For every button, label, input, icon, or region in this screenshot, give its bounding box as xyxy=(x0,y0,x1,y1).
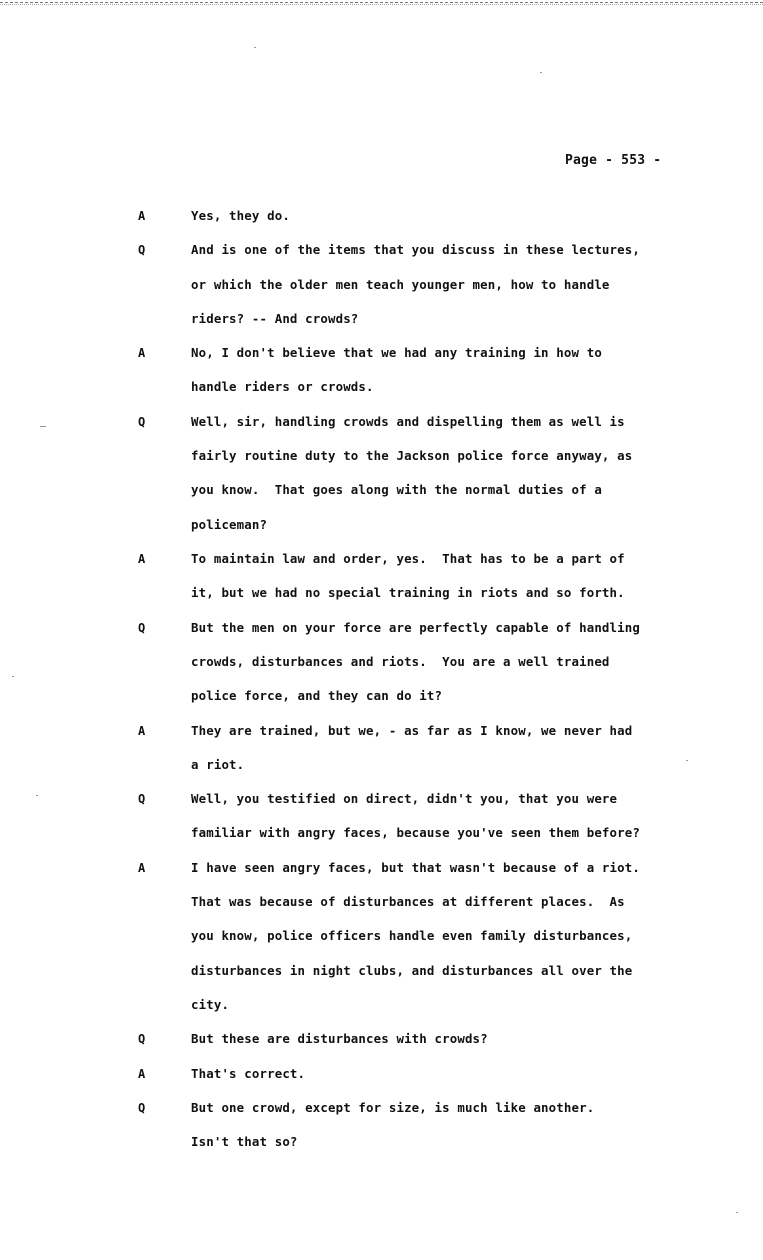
page-number-header: Page - 553 - xyxy=(565,153,662,168)
speaker-answer-marker: A xyxy=(138,209,146,223)
entry-text xyxy=(191,233,751,336)
transcript-line: crowds, disturbances and riots. You are a well trained xyxy=(191,653,610,669)
entry-text xyxy=(191,611,751,714)
transcript-line: it, but we had no special training in riots and so forth. xyxy=(191,585,625,601)
entry-text xyxy=(191,782,751,851)
transcript-line: No, I don't believe that we had any training in how to xyxy=(191,345,602,361)
transcript-line: Well, you testified on direct, didn't you, that you were xyxy=(191,791,618,807)
speaker-answer-marker: A xyxy=(138,346,146,361)
speaker-question-marker: Q xyxy=(138,1100,146,1115)
transcript-line: Well, sir, handling crowds and dispelling them as well is xyxy=(191,413,625,429)
transcript-line: riders? -- And crowds? xyxy=(191,310,359,326)
transcript-line: Isn't that so? xyxy=(191,1134,298,1150)
entry-text xyxy=(191,336,751,405)
speaker-question-marker: Q xyxy=(138,792,146,807)
speaker-question-marker: Q xyxy=(138,1032,146,1047)
entry-text xyxy=(191,1057,751,1091)
speaker-question-marker: Q xyxy=(138,414,146,429)
entry-text xyxy=(191,1022,751,1056)
speaker-answer-marker: A xyxy=(138,1066,146,1081)
speaker-answer-marker: A xyxy=(138,860,146,875)
entry-text xyxy=(191,405,751,542)
transcript-line: To maintain law and order, yes. That has to be a part of xyxy=(191,551,625,566)
transcript-line: you know. That goes along with the normal duties of a xyxy=(191,482,602,498)
transcript-line: you know, police officers handle even family disturbances, xyxy=(191,928,633,944)
speaker-question-marker: Q xyxy=(138,620,146,635)
transcript-line: Yes, they do. xyxy=(191,208,290,223)
transcript-line: familiar with angry faces, because you've seen them before? xyxy=(191,825,640,841)
transcript-line: But one crowd, except for size, is much like another. xyxy=(191,1099,595,1115)
transcript-line: policeman? xyxy=(191,516,268,532)
entry-text xyxy=(191,714,751,783)
entry-text xyxy=(191,199,751,233)
transcript-line: They are trained, but we, - as far as I know, we never had xyxy=(191,722,633,738)
transcript-line: city. xyxy=(191,996,230,1012)
entry-text xyxy=(191,542,751,611)
transcript-line: That's correct. xyxy=(191,1065,306,1081)
transcript-line: disturbances in night clubs, and disturbances all over the xyxy=(191,962,633,978)
transcript-line: a riot. xyxy=(191,756,245,772)
speaker-answer-marker: A xyxy=(138,723,146,738)
speaker-answer-marker: A xyxy=(138,552,146,566)
speaker-question-marker: Q xyxy=(138,243,146,258)
transcript-line: fairly routine duty to the Jackson police force anyway, as xyxy=(191,448,633,464)
transcript-line: or which the older men teach younger men, how to handle xyxy=(191,276,610,292)
transcript-line: But the men on your force are perfectly capable of handling xyxy=(191,619,640,635)
transcript-line: police force, and they can do it? xyxy=(191,688,443,704)
transcript-line: And is one of the items that you discuss in these lectures, xyxy=(191,242,640,258)
entry-text xyxy=(191,851,751,1022)
transcript-line: That was because of disturbances at different places. As xyxy=(191,893,625,909)
entry-text xyxy=(191,1091,751,1160)
transcript-line: I have seen angry faces, but that wasn't because of a riot. xyxy=(191,859,640,875)
transcript-line: But these are disturbances with crowds? xyxy=(191,1031,488,1047)
transcript-line: handle riders or crowds. xyxy=(191,379,374,395)
